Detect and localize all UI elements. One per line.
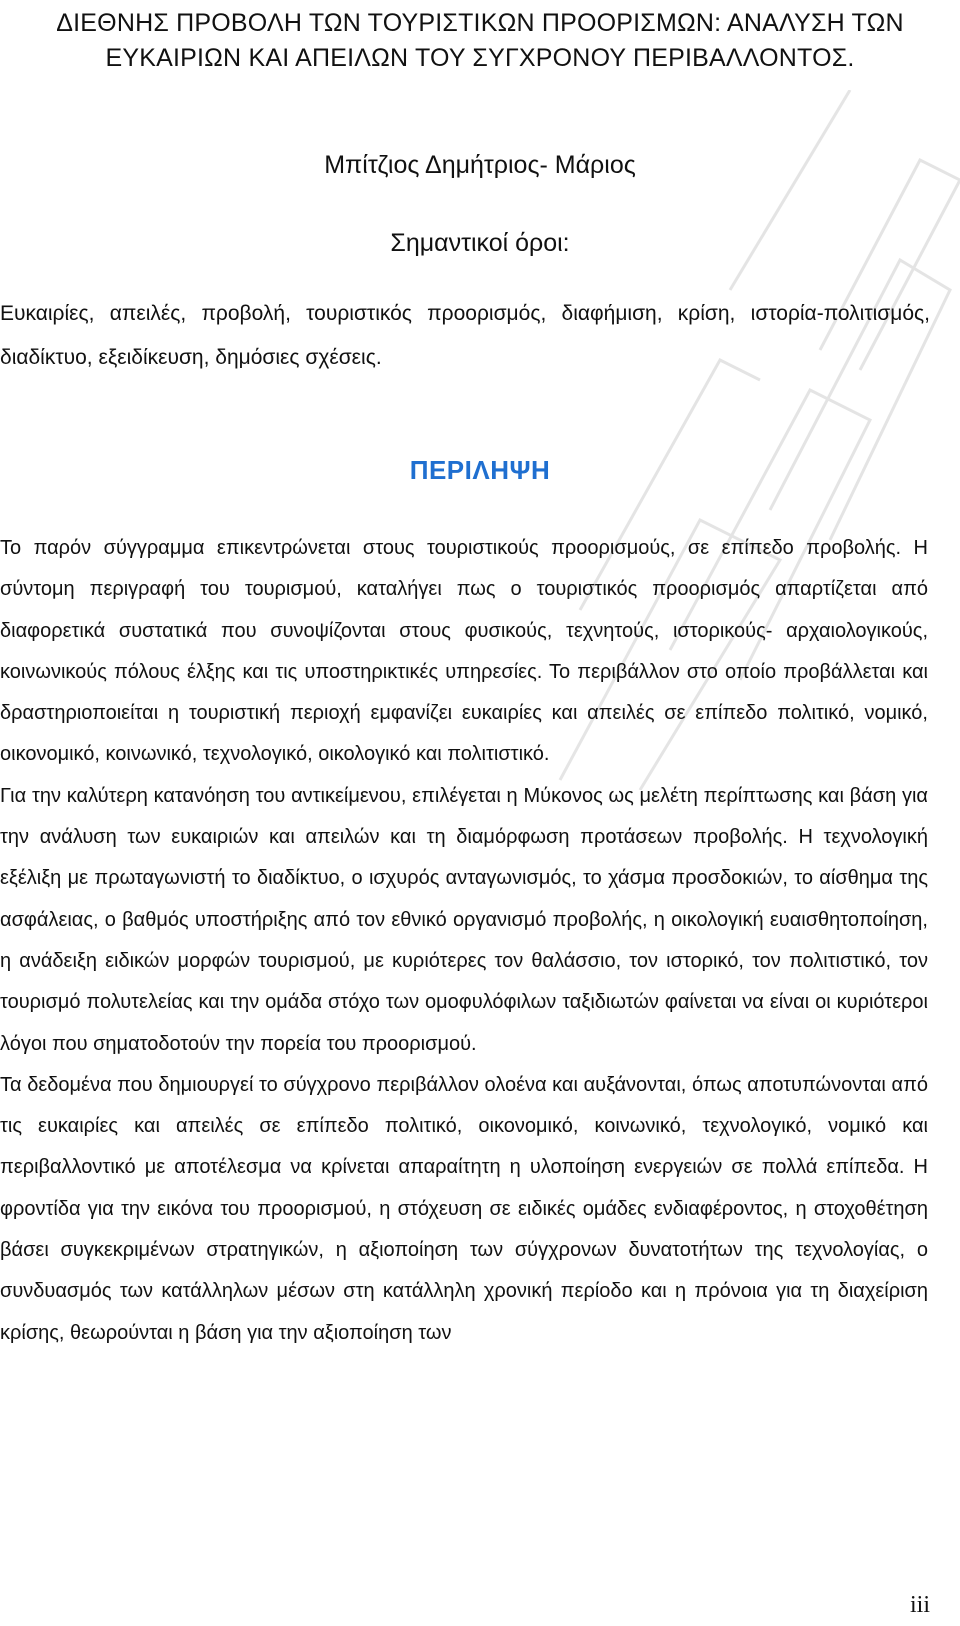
summary-heading: ΠΕΡΙΛΗΨΗ: [409, 455, 551, 485]
summary-paragraph: Το παρόν σύγγραμμα επικεντρώνεται στους τουριστικούς προορισμούς, σε επίπεδο προβολής. Η σύντομη περιγραφή του τουρισμού, καταλήγει πως ο τουριστικός προορισμός απαρτίζεται από διαφορετικά συστατικά που συνοψίζονται στους φυσικούς, τεχνητούς, ιστορικούς- αρχαιολογικούς, κοινωνικούς πόλους έλξης και τις υποστηρικτικές υπηρεσίες. Το περιβάλλον στο οποίο προβάλλεται και δραστηριοποιείται η τουριστική περιοχή εμφανίζει ευκαιρίες και απειλές σε επίπεδο πολιτικό, νομικό, οικονομικό, κοινωνικό, τεχνολογικό, οικολογικό και πολιτιστικό.: [0, 537, 928, 766]
summary-paragraph: Για την καλύτερη κατανόηση του αντικείμενου, επιλέγεται η Μύκονος ως μελέτη περίπτωσης και βάση για την ανάλυση των ευκαιριών και απειλών και τη διαμόρφωση προτάσεων προβολής. Η τεχνολογική εξέλιξη με πρωταγωνιστή το διαδίκτυο, ο ισχυρός ανταγωνισμός, το χάσμα προσδοκιών, το αίσθημα της ασφάλειας, ο βαθμός υποστήριξης από τον εθνικό οργανισμό προβολής, η οικολογική ευαισθητοποίηση, η ανάδειξη ειδικών μορφών τουρισμού, με κυριότερες τον θαλάσσιο, τον ιστορικό, τον πολιτιστικό, τον τουρισμό πολυτελείας και την ομάδα στόχο των ομοφυλόφιλων ταξιδιωτών φαίνεται να είναι οι κυριότεροι λόγοι που σηματοδοτούν την πορεία του προορισμού.: [0, 784, 928, 1055]
author-name: Μπίτζιος Δημήτριος- Μάριος: [324, 151, 636, 179]
summary-body: [0, 528, 928, 1354]
document-title: ΔΙΕΘΝΗΣ ΠΡΟΒΟΛΗ ΤΩΝ ΤΟΥΡΙΣΤΙΚΩΝ ΠΡΟΟΡΙΣΜΩΝ: ΑΝΑΛΥΣΗ ΤΩΝ ΕΥΚΑΙΡΙΩΝ ΚΑΙ ΑΠΕΙΛΩΝ ΤΟΥ ΣΥΓΧΡΟΝΟΥ ΠΕΡΙΒΑΛΛΟΝΤΟΣ.: [56, 9, 904, 72]
keywords-heading: Σημαντικοί όροι:: [390, 229, 570, 257]
keywords-text: Ευκαιρίες, απειλές, προβολή, τουριστικός προορισμός, διαφήμιση, κρίση, ιστορία-πολιτισμός, διαδίκτυο, εξειδίκευση, δημόσιες σχέσεις.: [0, 302, 930, 369]
page-number: iii: [909, 1592, 930, 1618]
summary-paragraph: Τα δεδομένα που δημιουργεί το σύγχρονο περιβάλλον ολοένα και αυξάνονται, όπως αποτυπώνονται από τις ευκαιρίες και απειλές σε επίπεδο πολιτικό, οικονομικό, κοινωνικό, τεχνολογικό, νομικό και περιβαλλοντικό με αποτέλεσμα να κρίνεται απαραίτητη η υλοποίηση ενεργειών σε πολλά επίπεδα. Η φροντίδα για την εικόνα του προορισμού, η στόχευση σε ειδικές ομάδες ενδιαφέροντος, η στοχοθέτηση βάσει συγκεκριμένων στρατηγικών, η αξιοποίηση των σύγχρονων δυνατοτήτων της τεχνολογίας, ο συνδυασμός των κατάλληλων μέσων στη κατάλληλη χρονική περίοδο και η πρόνοια για τη διαχείριση κρίσης, θεωρούνται η βάση για την αξιοποίηση των: [0, 1073, 928, 1344]
